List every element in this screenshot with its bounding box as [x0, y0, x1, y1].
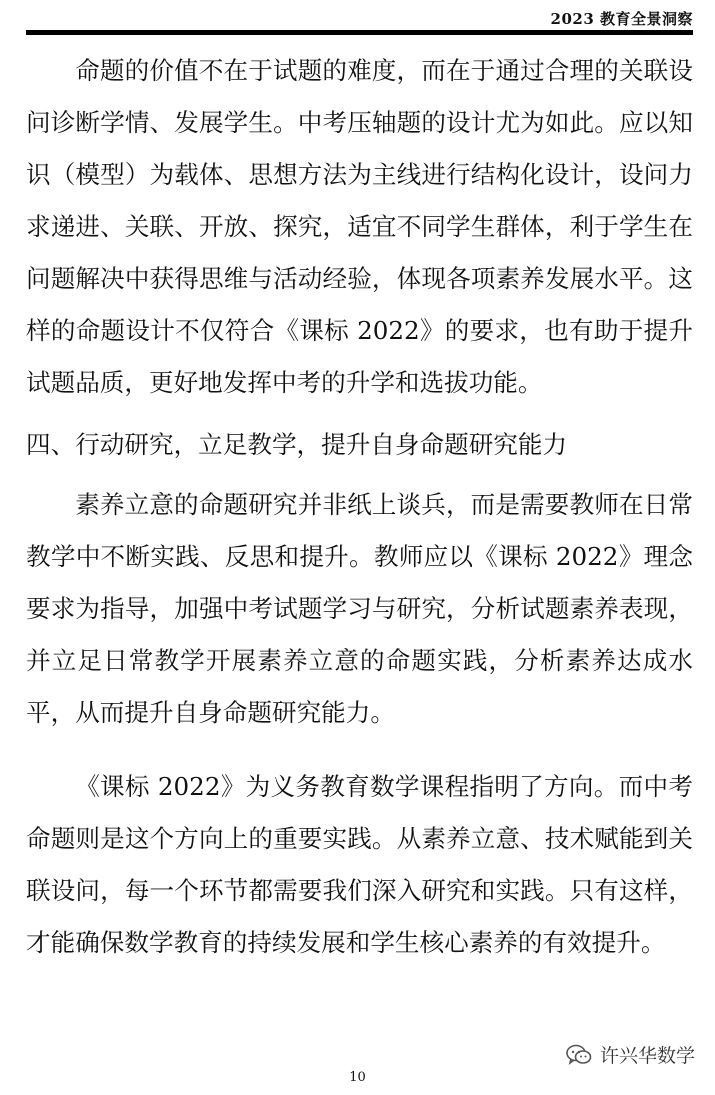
- paragraph-action-research: 素养立意的命题研究并非纸上谈兵，而是需要教师在日常教学中不断实践、反思和提升。教师应以《课标 2022》理念要求为指导，加强中考试题学习与研究，分析试题素养表现，并立足日常教学开展素养立意的命题实践，分析素养达成水平，从而提升自身命题研究能力。: [26, 490, 693, 727]
- wechat-watermark: [566, 1041, 695, 1068]
- page-number: 10: [349, 1070, 366, 1085]
- wechat-icon: [566, 1044, 592, 1066]
- paragraph-conclusion: 《课标 2022》为义务教育数学课程指明了方向。而中考命题则是这个方向上的重要实践。从素养立意、技术赋能到关联设问，每一个环节都需要我们深入研究和实践。只有这样，才能确保数学教育的持续发展和学生核心素养的有效提升。: [26, 772, 693, 957]
- running-header-title: 2023 教育全景洞察: [550, 10, 693, 28]
- page-body: [26, 45, 693, 969]
- paragraph-item-design: 命题的价值不在于试题的难度，而在于通过合理的关联设问诊断学情、发展学生。中考压轴题的设计尤为如此。应以知识（模型）为载体、思想方法为主线进行结构化设计，设问力求递进、关联、开放、探究，适宜不同学生群体，利于学生在问题解决中获得思维与活动经验，体现各项素养发展水平。这样的命题设计不仅符合《课标 2022》的要求，也有助于提升试题品质，更好地发挥中考的升学和选拔功能。: [26, 56, 693, 397]
- header-rule: [26, 30, 693, 35]
- watermark-label: 许兴华数学: [599, 1045, 695, 1067]
- section-heading-4: 四、行动研究，立足教学，提升自身命题研究能力: [26, 430, 568, 459]
